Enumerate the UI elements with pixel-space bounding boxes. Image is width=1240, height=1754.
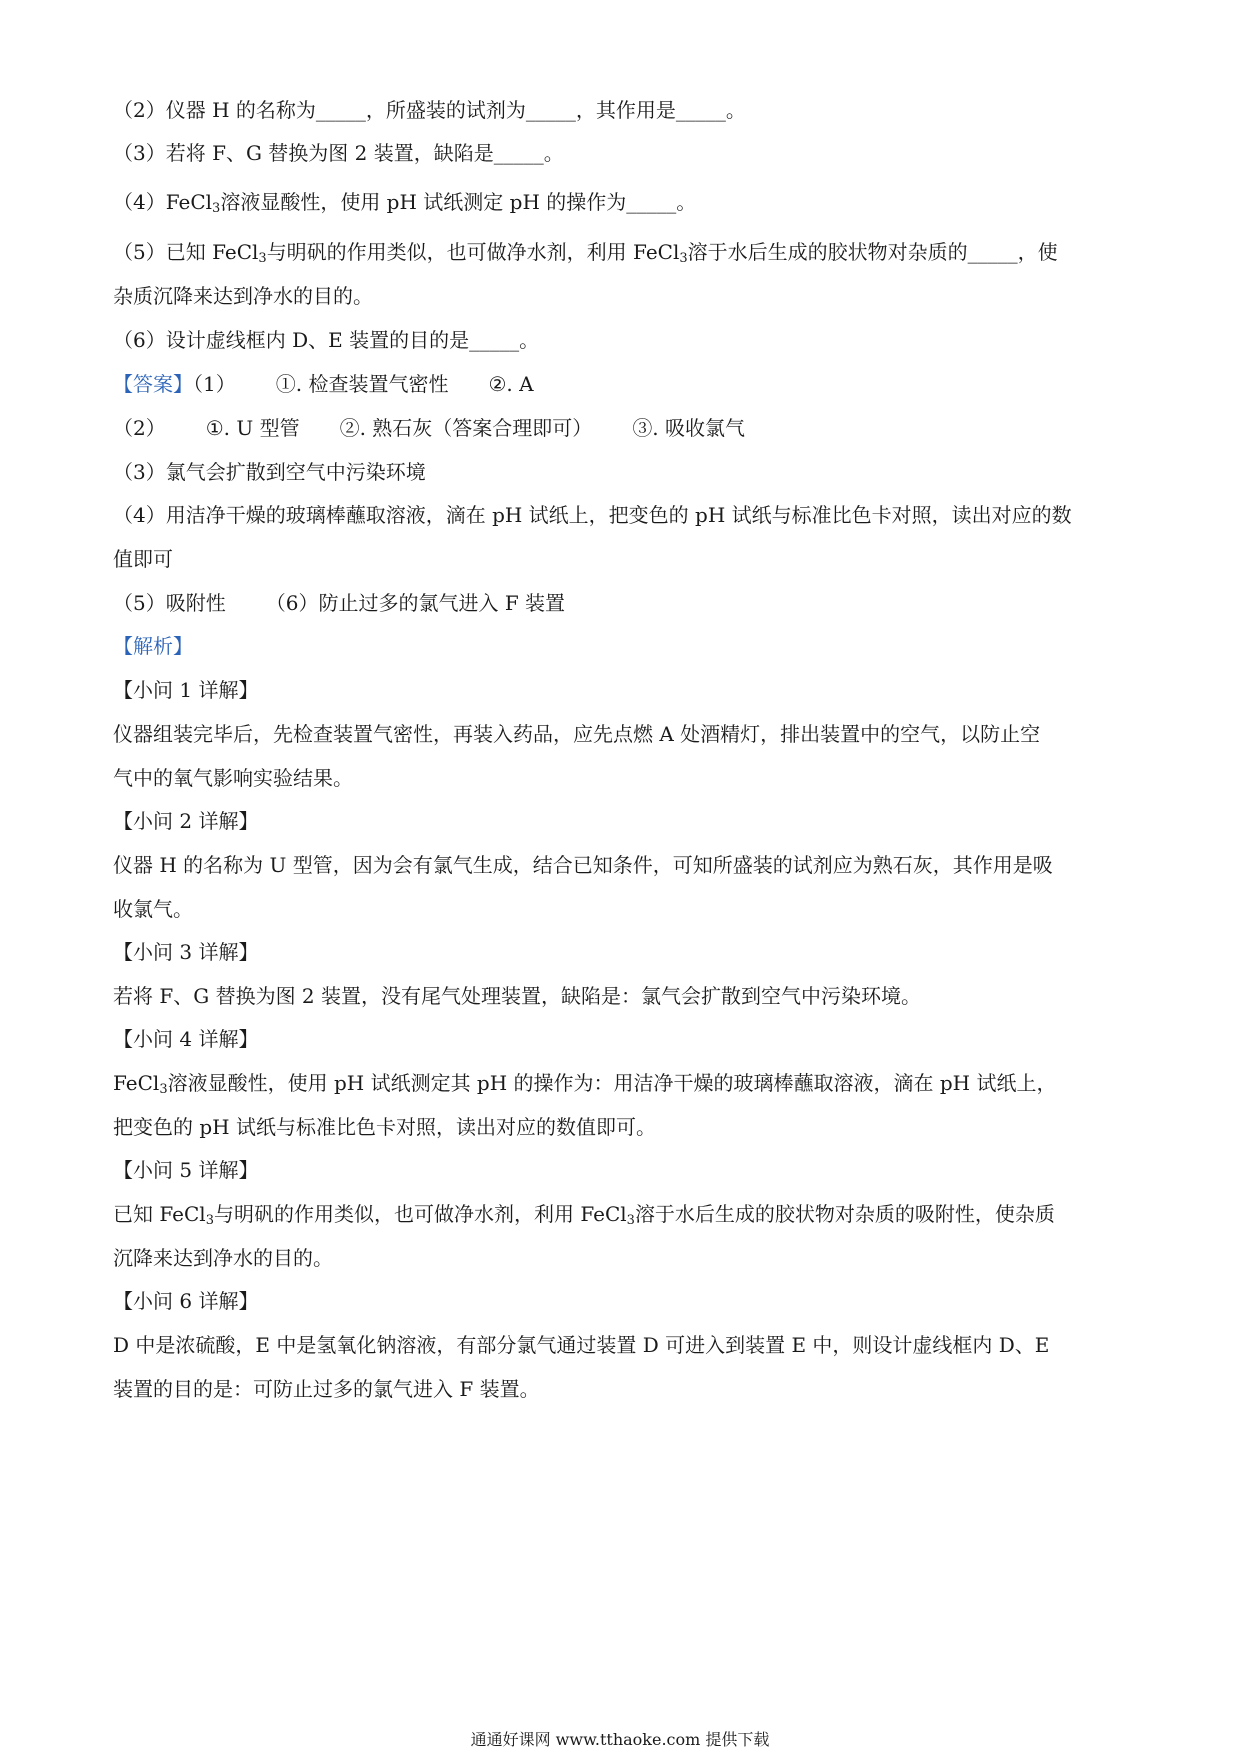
answer-2-part-3: ③. 吸收氯气 — [632, 416, 746, 440]
answer-line-2 — [113, 414, 745, 442]
subscript: 3 — [212, 201, 221, 216]
section-6-line-1: D 中是浓硫酸，E 中是氢氧化钠溶液，有部分氯气通过装置 D 可进入到装置 E 中，则设计虚线框内 D、E — [113, 1333, 1050, 1357]
section-2-heading: 【小问 2 详解】 — [113, 809, 259, 833]
question-5-text-b: 与明矾的作用类似，也可做净水剂，利用 FeCl — [266, 240, 680, 264]
question-4-text-a: （4）FeCl — [113, 190, 213, 214]
answer-line-1 — [113, 370, 534, 398]
subscript: 3 — [258, 251, 267, 266]
answer-2-part-2: ②. 熟石灰（答案合理即可） — [339, 416, 593, 440]
answer-tag: 【答案】 — [113, 372, 193, 396]
section-6-line-2: 装置的目的是：可防止过多的氯气进入 F 装置。 — [113, 1377, 540, 1401]
section-5-text-b: 与明矾的作用类似，也可做净水剂，利用 FeCl — [213, 1202, 627, 1226]
section-6-heading: 【小问 6 详解】 — [113, 1289, 259, 1313]
answer-3: （3）氯气会扩散到空气中污染环境 — [113, 460, 426, 484]
page-footer: 通通好课网 www.tthaoke.com 提供下载 — [470, 1730, 770, 1749]
subscript: 3 — [159, 1082, 168, 1097]
section-2-line-1: 仪器 H 的名称为 U 型管，因为会有氯气生成，结合已知条件，可知所盛装的试剂应为熟石灰，其作用是吸 — [113, 853, 1053, 877]
section-5-text-c: 溶于水后生成的胶状物对杂质的吸附性，使杂质 — [634, 1202, 1055, 1226]
answer-1-part-1: ①. 检查装置气密性 — [275, 372, 449, 396]
answer-2-part-1: ①. U 型管 — [205, 416, 300, 440]
question-2: （2）仪器 H 的名称为_____，所盛装的试剂为_____，其作用是_____。 — [113, 98, 746, 122]
section-3-line-1: 若将 F、G 替换为图 2 装置，没有尾气处理装置，缺陷是：氯气会扩散到空气中污染环境。 — [113, 984, 922, 1008]
answer-5: （5）吸附性 — [113, 591, 226, 615]
answer-5-6 — [113, 589, 565, 617]
section-1-line-1: 仪器组装完毕后，先检查装置气密性，再装入药品，应先点燃 A 处酒精灯，排出装置中的空气，以防止空 — [113, 722, 1041, 746]
question-4-text-b: 溶液显酸性，使用 pH 试纸测定 pH 的操作为_____。 — [220, 190, 697, 214]
section-4-line-2: 把变色的 pH 试纸与标准比色卡对照，读出对应的数值即可。 — [113, 1115, 656, 1139]
section-5-text-a: 已知 FeCl — [113, 1202, 206, 1226]
section-3-heading: 【小问 3 详解】 — [113, 940, 259, 964]
answer-4-line-2: 值即可 — [113, 547, 173, 571]
subscript: 3 — [626, 1213, 635, 1228]
section-4-heading: 【小问 4 详解】 — [113, 1027, 259, 1051]
section-4-line-1 — [113, 1069, 1057, 1097]
section-4-text-a: FeCl — [113, 1071, 160, 1095]
section-4-text-b: 溶液显酸性，使用 pH 试纸测定其 pH 的操作为：用洁净干燥的玻璃棒蘸取溶液，滴在 pH 试纸上， — [167, 1071, 1057, 1095]
section-1-line-2: 气中的氧气影响实验结果。 — [113, 766, 353, 790]
section-5-heading: 【小问 5 详解】 — [113, 1158, 259, 1182]
question-5-text-c: 溶于水后生成的胶状物对杂质的_____，使 — [687, 240, 1058, 264]
answer-6: （6）防止过多的氯气进入 F 装置 — [265, 591, 566, 615]
question-5-line-1 — [113, 238, 1058, 266]
subscript: 3 — [679, 251, 688, 266]
answer-4-line-1: （4）用洁净干燥的玻璃棒蘸取溶液，滴在 pH 试纸上，把变色的 pH 试纸与标准比色卡对照，读出对应的数 — [113, 503, 1072, 527]
section-2-line-2: 收氯气。 — [113, 897, 193, 921]
analysis-tag: 【解析】 — [113, 634, 193, 658]
subscript: 3 — [205, 1213, 214, 1228]
question-4 — [113, 188, 696, 216]
question-5-line-2: 杂质沉降来达到净水的目的。 — [113, 284, 373, 308]
answer-1-num: （1） — [193, 372, 236, 396]
section-5-line-2: 沉降来达到净水的目的。 — [113, 1246, 333, 1270]
section-5-line-1 — [113, 1200, 1055, 1228]
question-5-text-a: （5）已知 FeCl — [113, 240, 259, 264]
question-3: （3）若将 F、G 替换为图 2 装置，缺陷是_____。 — [113, 141, 564, 165]
answer-2-num: （2） — [113, 416, 166, 440]
question-6: （6）设计虚线框内 D、E 装置的目的是_____。 — [113, 328, 540, 352]
answer-1-part-2: ②. A — [488, 372, 534, 396]
section-1-heading: 【小问 1 详解】 — [113, 678, 259, 702]
